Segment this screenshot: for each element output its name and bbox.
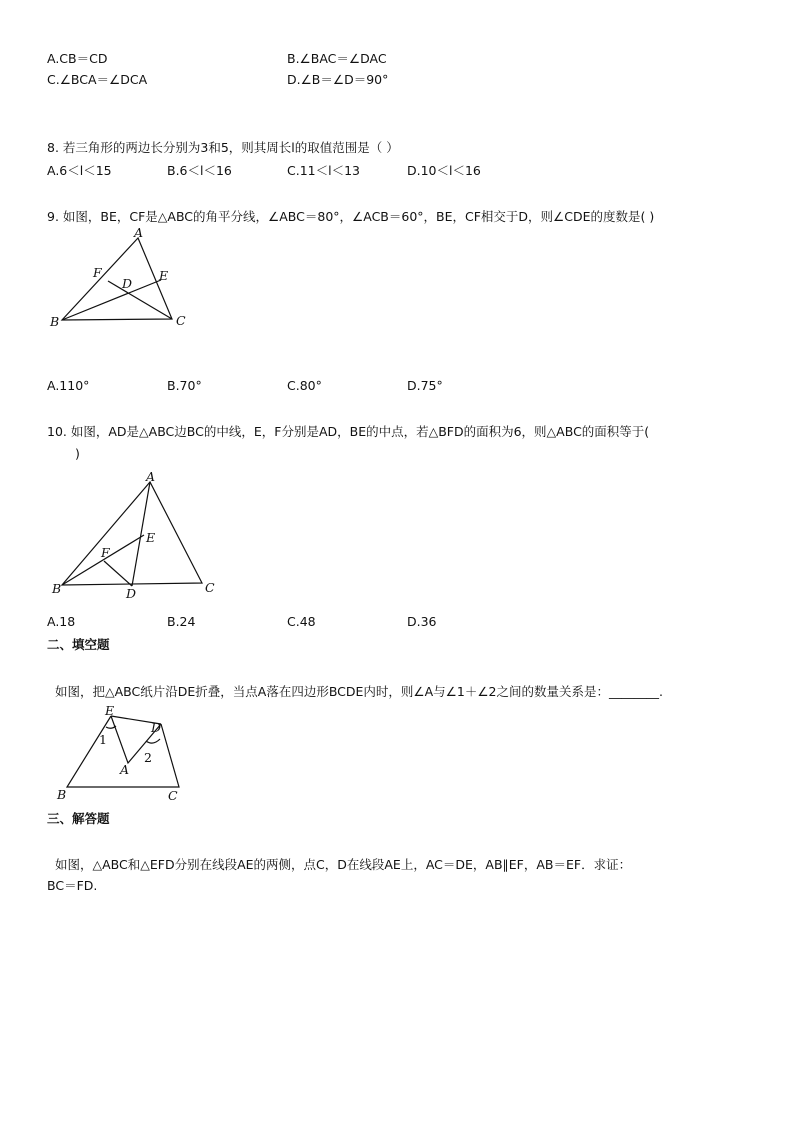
q9-option-d: D.75°: [407, 378, 443, 393]
q9-label-c: C: [176, 313, 186, 328]
q7-option-b: B.∠BAC＝∠DAC: [287, 51, 387, 66]
q10-option-a: A.18: [47, 614, 76, 629]
q9-triangle-figure: [40, 225, 200, 335]
q10-stem-line1: 10. 如图，AD是△ABC边BC的中线，E，F分别是AD，BE的中点，若△BFD的面积为6，则△ABC的面积等于(: [47, 424, 650, 439]
q10-option-b: B.24: [167, 614, 196, 629]
q9-triangle-abc: [62, 238, 172, 320]
fold-label-b: B: [57, 787, 67, 802]
q7-option-a: A.CB＝CD: [47, 51, 108, 66]
angle-1-arc: [106, 726, 116, 728]
q9-label-f: F: [93, 265, 102, 280]
q10-stem-line2: ): [75, 446, 80, 461]
fold-label-angle-2: 2: [144, 750, 152, 765]
q10-label-d: D: [126, 586, 137, 601]
q10-triangle-abc: [62, 482, 202, 585]
q8-option-c: C.11＜l＜13: [287, 163, 360, 178]
q7-option-c: C.∠BCA＝∠DCA: [47, 72, 148, 87]
q9-label-d: D: [122, 276, 133, 291]
q8-stem: 8. 若三角形的两边长分别为3和5，则其周长l的取值范围是（ ）: [47, 140, 399, 155]
section-2-heading: 二、填空题: [47, 637, 110, 652]
fold-label-d: D: [151, 720, 162, 735]
section-3-heading: 三、解答题: [47, 811, 110, 826]
section-2-question: 如图，把△ABC纸片沿DE折叠，当点A落在四边形BCDE内时，则∠A与∠1＋∠2之间的数量关系是：________.: [55, 684, 663, 699]
section-3-question-line2: BC＝FD.: [47, 878, 98, 893]
q10-triangle-figure: [40, 465, 230, 605]
q10-label-c: C: [205, 580, 215, 595]
q9-stem: 9. 如图，BE，CF是△ABC的角平分线，∠ABC＝80°，∠ACB＝60°，BE，CF相交于D，则∠CDE的度数是( ): [47, 209, 655, 224]
fold-label-a: A: [120, 762, 130, 777]
q7-option-d: D.∠B＝∠D＝90°: [287, 72, 389, 87]
q10-label-b: B: [52, 581, 62, 596]
q9-label-a: A: [134, 225, 144, 240]
q10-label-f: F: [101, 545, 110, 560]
fold-figure: [40, 700, 200, 805]
fold-label-e: E: [105, 703, 115, 718]
q9-option-b: B.70°: [167, 378, 202, 393]
q9-option-c: C.80°: [287, 378, 322, 393]
q10-option-c: C.48: [287, 614, 316, 629]
q9-bisector-cf: [108, 281, 172, 319]
section-3-question-line1: 如图，△ABC和△EFD分别在线段AE的两侧，点C，D在线段AE上，AC＝DE，AB∥EF，AB＝EF．求证：: [55, 857, 632, 872]
q8-option-b: B.6＜l＜16: [167, 163, 232, 178]
q10-label-a: A: [146, 469, 156, 484]
q9-option-a: A.110°: [47, 378, 90, 393]
q8-option-d: D.10＜l＜16: [407, 163, 481, 178]
q9-label-b: B: [50, 314, 60, 329]
q10-option-d: D.36: [407, 614, 437, 629]
q10-label-e: E: [146, 530, 156, 545]
q9-bisector-be: [62, 280, 161, 320]
fold-label-c: C: [168, 788, 178, 803]
q8-option-a: A.6＜l＜15: [47, 163, 112, 178]
q10-segment-be: [62, 535, 144, 585]
q9-label-e: E: [159, 268, 169, 283]
q10-segment-fd: [104, 561, 132, 586]
fold-label-angle-1: 1: [99, 732, 107, 747]
